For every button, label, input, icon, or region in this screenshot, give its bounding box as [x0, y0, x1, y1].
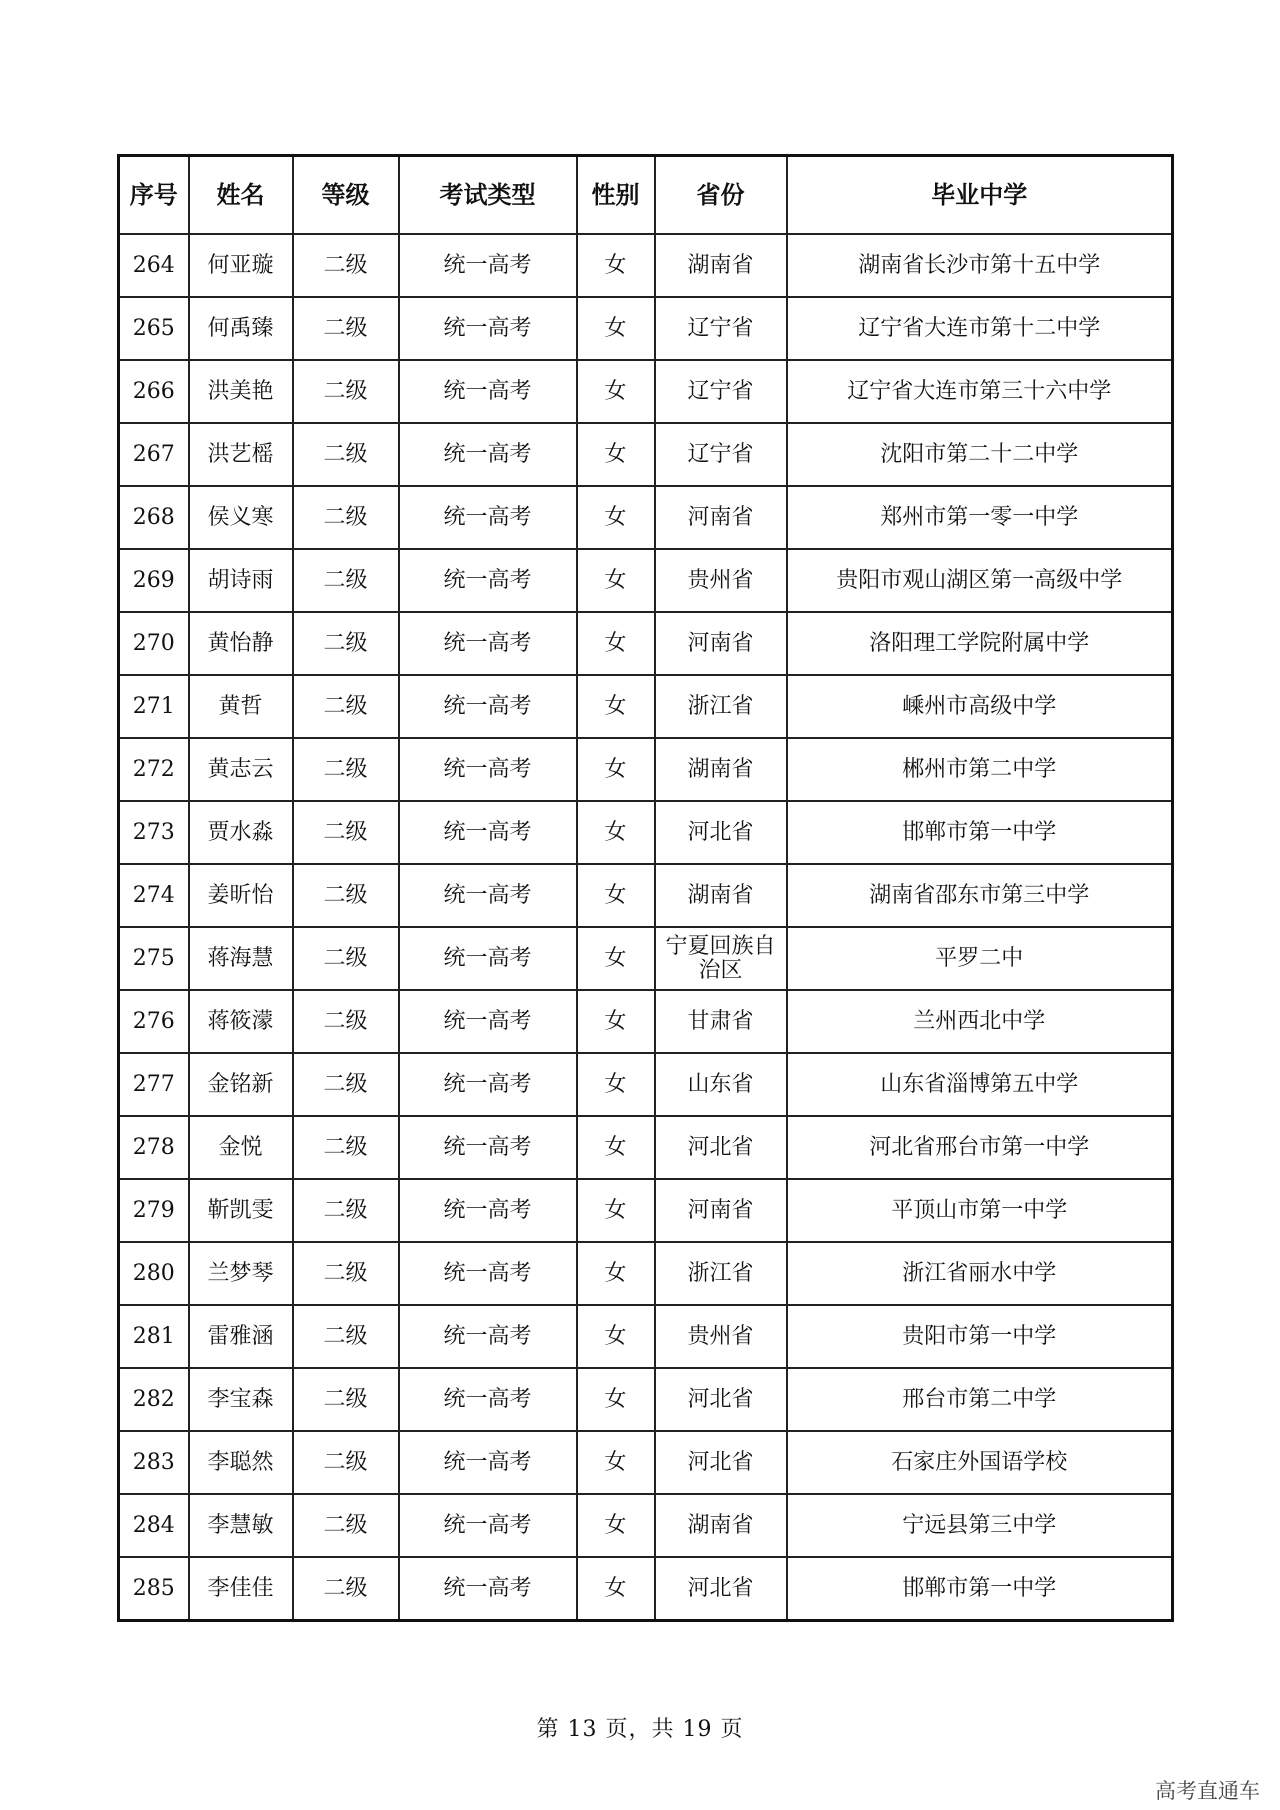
- name-cell: 兰梦琴: [189, 1242, 293, 1305]
- gender-cell: 女: [577, 1368, 655, 1431]
- index-cell: 272: [119, 738, 189, 801]
- name-cell: 雷雅涵: [189, 1305, 293, 1368]
- province-cell: 贵州省: [655, 549, 787, 612]
- name-cell: 黄志云: [189, 738, 293, 801]
- gender-cell: 女: [577, 1494, 655, 1557]
- index-cell: 271: [119, 675, 189, 738]
- name-cell: 贾水淼: [189, 801, 293, 864]
- level-cell: 二级: [293, 801, 399, 864]
- exam-type-cell: 统一高考: [399, 486, 577, 549]
- school-cell: 山东省淄博第五中学: [787, 1053, 1173, 1116]
- name-cell: 金悦: [189, 1116, 293, 1179]
- school-cell: 辽宁省大连市第十二中学: [787, 297, 1173, 360]
- table-row: [119, 1053, 1173, 1116]
- province-cell: 河北省: [655, 1368, 787, 1431]
- index-cell: 268: [119, 486, 189, 549]
- school-cell: 湖南省长沙市第十五中学: [787, 234, 1173, 297]
- table-row: [119, 549, 1173, 612]
- gender-cell: 女: [577, 360, 655, 423]
- exam-type-cell: 统一高考: [399, 1305, 577, 1368]
- name-cell: 蒋海慧: [189, 927, 293, 990]
- table-row: [119, 360, 1173, 423]
- level-cell: 二级: [293, 927, 399, 990]
- table-row: [119, 1179, 1173, 1242]
- exam-type-cell: 统一高考: [399, 1368, 577, 1431]
- table-row: [119, 738, 1173, 801]
- name-cell: 李佳佳: [189, 1557, 293, 1621]
- table-row: [119, 1368, 1173, 1431]
- level-cell: 二级: [293, 360, 399, 423]
- level-cell: 二级: [293, 549, 399, 612]
- level-cell: 二级: [293, 1431, 399, 1494]
- level-cell: 二级: [293, 423, 399, 486]
- school-cell: 嵊州市高级中学: [787, 675, 1173, 738]
- school-cell: 平顶山市第一中学: [787, 1179, 1173, 1242]
- level-cell: 二级: [293, 1494, 399, 1557]
- roster-body: [119, 234, 1173, 1621]
- index-cell: 266: [119, 360, 189, 423]
- table-row: [119, 612, 1173, 675]
- exam-type-cell: 统一高考: [399, 1242, 577, 1305]
- exam-type-cell: 统一高考: [399, 549, 577, 612]
- province-cell: 贵州省: [655, 1305, 787, 1368]
- level-cell: 二级: [293, 1557, 399, 1621]
- gender-cell: 女: [577, 801, 655, 864]
- name-cell: 侯义寒: [189, 486, 293, 549]
- level-cell: 二级: [293, 1179, 399, 1242]
- gender-cell: 女: [577, 1305, 655, 1368]
- province-cell: 辽宁省: [655, 297, 787, 360]
- school-cell: 邢台市第二中学: [787, 1368, 1173, 1431]
- exam-type-cell: 统一高考: [399, 864, 577, 927]
- watermark: 高考直通车: [1155, 1779, 1260, 1803]
- exam-type-cell: 统一高考: [399, 990, 577, 1053]
- school-cell: 邯郸市第一中学: [787, 1557, 1173, 1621]
- school-cell: 贵阳市第一中学: [787, 1305, 1173, 1368]
- header-row: [119, 156, 1173, 235]
- school-cell: 浙江省丽水中学: [787, 1242, 1173, 1305]
- school-cell: 石家庄外国语学校: [787, 1431, 1173, 1494]
- gender-cell: 女: [577, 990, 655, 1053]
- index-cell: 269: [119, 549, 189, 612]
- index-cell: 280: [119, 1242, 189, 1305]
- name-cell: 姜昕怡: [189, 864, 293, 927]
- school-cell: 平罗二中: [787, 927, 1173, 990]
- level-cell: 二级: [293, 612, 399, 675]
- exam-type-cell: 统一高考: [399, 612, 577, 675]
- col-header-level: 等级: [293, 156, 399, 235]
- table-row: [119, 297, 1173, 360]
- exam-type-cell: 统一高考: [399, 1179, 577, 1242]
- exam-type-cell: 统一高考: [399, 297, 577, 360]
- name-cell: 洪美艳: [189, 360, 293, 423]
- page-footer: 第 13 页，共 19 页: [536, 1717, 744, 1742]
- level-cell: 二级: [293, 486, 399, 549]
- school-cell: 洛阳理工学院附属中学: [787, 612, 1173, 675]
- school-cell: 河北省邢台市第一中学: [787, 1116, 1173, 1179]
- gender-cell: 女: [577, 423, 655, 486]
- province-cell: 河南省: [655, 612, 787, 675]
- exam-type-cell: 统一高考: [399, 927, 577, 990]
- index-cell: 278: [119, 1116, 189, 1179]
- province-cell: 浙江省: [655, 675, 787, 738]
- exam-type-cell: 统一高考: [399, 360, 577, 423]
- province-cell: 浙江省: [655, 1242, 787, 1305]
- province-cell: 河北省: [655, 1116, 787, 1179]
- gender-cell: 女: [577, 675, 655, 738]
- col-header-school: 毕业中学: [787, 156, 1173, 235]
- table-row: [119, 675, 1173, 738]
- exam-type-cell: 统一高考: [399, 1053, 577, 1116]
- gender-cell: 女: [577, 1179, 655, 1242]
- gender-cell: 女: [577, 1431, 655, 1494]
- level-cell: 二级: [293, 675, 399, 738]
- table-row: [119, 486, 1173, 549]
- index-cell: 281: [119, 1305, 189, 1368]
- name-cell: 何禹臻: [189, 297, 293, 360]
- level-cell: 二级: [293, 1116, 399, 1179]
- table-row: [119, 864, 1173, 927]
- school-cell: 宁远县第三中学: [787, 1494, 1173, 1557]
- table-row: [119, 1494, 1173, 1557]
- gender-cell: 女: [577, 486, 655, 549]
- exam-type-cell: 统一高考: [399, 234, 577, 297]
- name-cell: 蒋筱濛: [189, 990, 293, 1053]
- level-cell: 二级: [293, 864, 399, 927]
- exam-type-cell: 统一高考: [399, 423, 577, 486]
- table-row: [119, 801, 1173, 864]
- name-cell: 金铭新: [189, 1053, 293, 1116]
- gender-cell: 女: [577, 1053, 655, 1116]
- level-cell: 二级: [293, 1242, 399, 1305]
- exam-type-cell: 统一高考: [399, 675, 577, 738]
- col-header-name: 姓名: [189, 156, 293, 235]
- name-cell: 靳凯雯: [189, 1179, 293, 1242]
- index-cell: 267: [119, 423, 189, 486]
- province-cell: 湖南省: [655, 234, 787, 297]
- exam-type-cell: 统一高考: [399, 1557, 577, 1621]
- province-cell: 河南省: [655, 1179, 787, 1242]
- school-cell: 兰州西北中学: [787, 990, 1173, 1053]
- gender-cell: 女: [577, 864, 655, 927]
- gender-cell: 女: [577, 1557, 655, 1621]
- school-cell: 贵阳市观山湖区第一高级中学: [787, 549, 1173, 612]
- province-cell: 河北省: [655, 1557, 787, 1621]
- index-cell: 282: [119, 1368, 189, 1431]
- school-cell: 辽宁省大连市第三十六中学: [787, 360, 1173, 423]
- level-cell: 二级: [293, 297, 399, 360]
- province-cell: 湖南省: [655, 738, 787, 801]
- index-cell: 277: [119, 1053, 189, 1116]
- province-cell: 河北省: [655, 1431, 787, 1494]
- index-cell: 283: [119, 1431, 189, 1494]
- gender-cell: 女: [577, 1242, 655, 1305]
- gender-cell: 女: [577, 738, 655, 801]
- school-cell: 郴州市第二中学: [787, 738, 1173, 801]
- exam-type-cell: 统一高考: [399, 1494, 577, 1557]
- gender-cell: 女: [577, 297, 655, 360]
- index-cell: 284: [119, 1494, 189, 1557]
- gender-cell: 女: [577, 1116, 655, 1179]
- exam-type-cell: 统一高考: [399, 1116, 577, 1179]
- province-cell: 河南省: [655, 486, 787, 549]
- table-row: [119, 234, 1173, 297]
- table-row: [119, 1557, 1173, 1621]
- table-row: [119, 1305, 1173, 1368]
- table-row: [119, 1431, 1173, 1494]
- level-cell: 二级: [293, 1053, 399, 1116]
- province-cell: 辽宁省: [655, 360, 787, 423]
- table-row: [119, 1116, 1173, 1179]
- col-header-index: 序号: [119, 156, 189, 235]
- school-cell: 郑州市第一零一中学: [787, 486, 1173, 549]
- name-cell: 李聪然: [189, 1431, 293, 1494]
- index-cell: 273: [119, 801, 189, 864]
- province-cell: 甘肃省: [655, 990, 787, 1053]
- exam-type-cell: 统一高考: [399, 801, 577, 864]
- index-cell: 285: [119, 1557, 189, 1621]
- gender-cell: 女: [577, 927, 655, 990]
- school-cell: 沈阳市第二十二中学: [787, 423, 1173, 486]
- table-row: [119, 990, 1173, 1053]
- roster-table: [117, 154, 1174, 1622]
- table-row: [119, 1242, 1173, 1305]
- level-cell: 二级: [293, 990, 399, 1053]
- exam-type-cell: 统一高考: [399, 738, 577, 801]
- province-cell: 宁夏回族自治区: [655, 927, 787, 990]
- index-cell: 276: [119, 990, 189, 1053]
- index-cell: 275: [119, 927, 189, 990]
- name-cell: 洪艺榣: [189, 423, 293, 486]
- exam-type-cell: 统一高考: [399, 1431, 577, 1494]
- index-cell: 265: [119, 297, 189, 360]
- name-cell: 黄哲: [189, 675, 293, 738]
- level-cell: 二级: [293, 1368, 399, 1431]
- col-header-exam-type: 考试类型: [399, 156, 577, 235]
- level-cell: 二级: [293, 738, 399, 801]
- province-cell: 湖南省: [655, 864, 787, 927]
- province-cell: 湖南省: [655, 1494, 787, 1557]
- province-cell: 山东省: [655, 1053, 787, 1116]
- name-cell: 何亚璇: [189, 234, 293, 297]
- province-cell: 辽宁省: [655, 423, 787, 486]
- name-cell: 李慧敏: [189, 1494, 293, 1557]
- index-cell: 279: [119, 1179, 189, 1242]
- gender-cell: 女: [577, 234, 655, 297]
- name-cell: 李宝森: [189, 1368, 293, 1431]
- name-cell: 黄怡静: [189, 612, 293, 675]
- col-header-gender: 性别: [577, 156, 655, 235]
- gender-cell: 女: [577, 549, 655, 612]
- province-cell: 河北省: [655, 801, 787, 864]
- level-cell: 二级: [293, 234, 399, 297]
- table-row: [119, 927, 1173, 990]
- name-cell: 胡诗雨: [189, 549, 293, 612]
- school-cell: 邯郸市第一中学: [787, 801, 1173, 864]
- school-cell: 湖南省邵东市第三中学: [787, 864, 1173, 927]
- level-cell: 二级: [293, 1305, 399, 1368]
- gender-cell: 女: [577, 612, 655, 675]
- index-cell: 270: [119, 612, 189, 675]
- index-cell: 274: [119, 864, 189, 927]
- col-header-province: 省份: [655, 156, 787, 235]
- index-cell: 264: [119, 234, 189, 297]
- table-row: [119, 423, 1173, 486]
